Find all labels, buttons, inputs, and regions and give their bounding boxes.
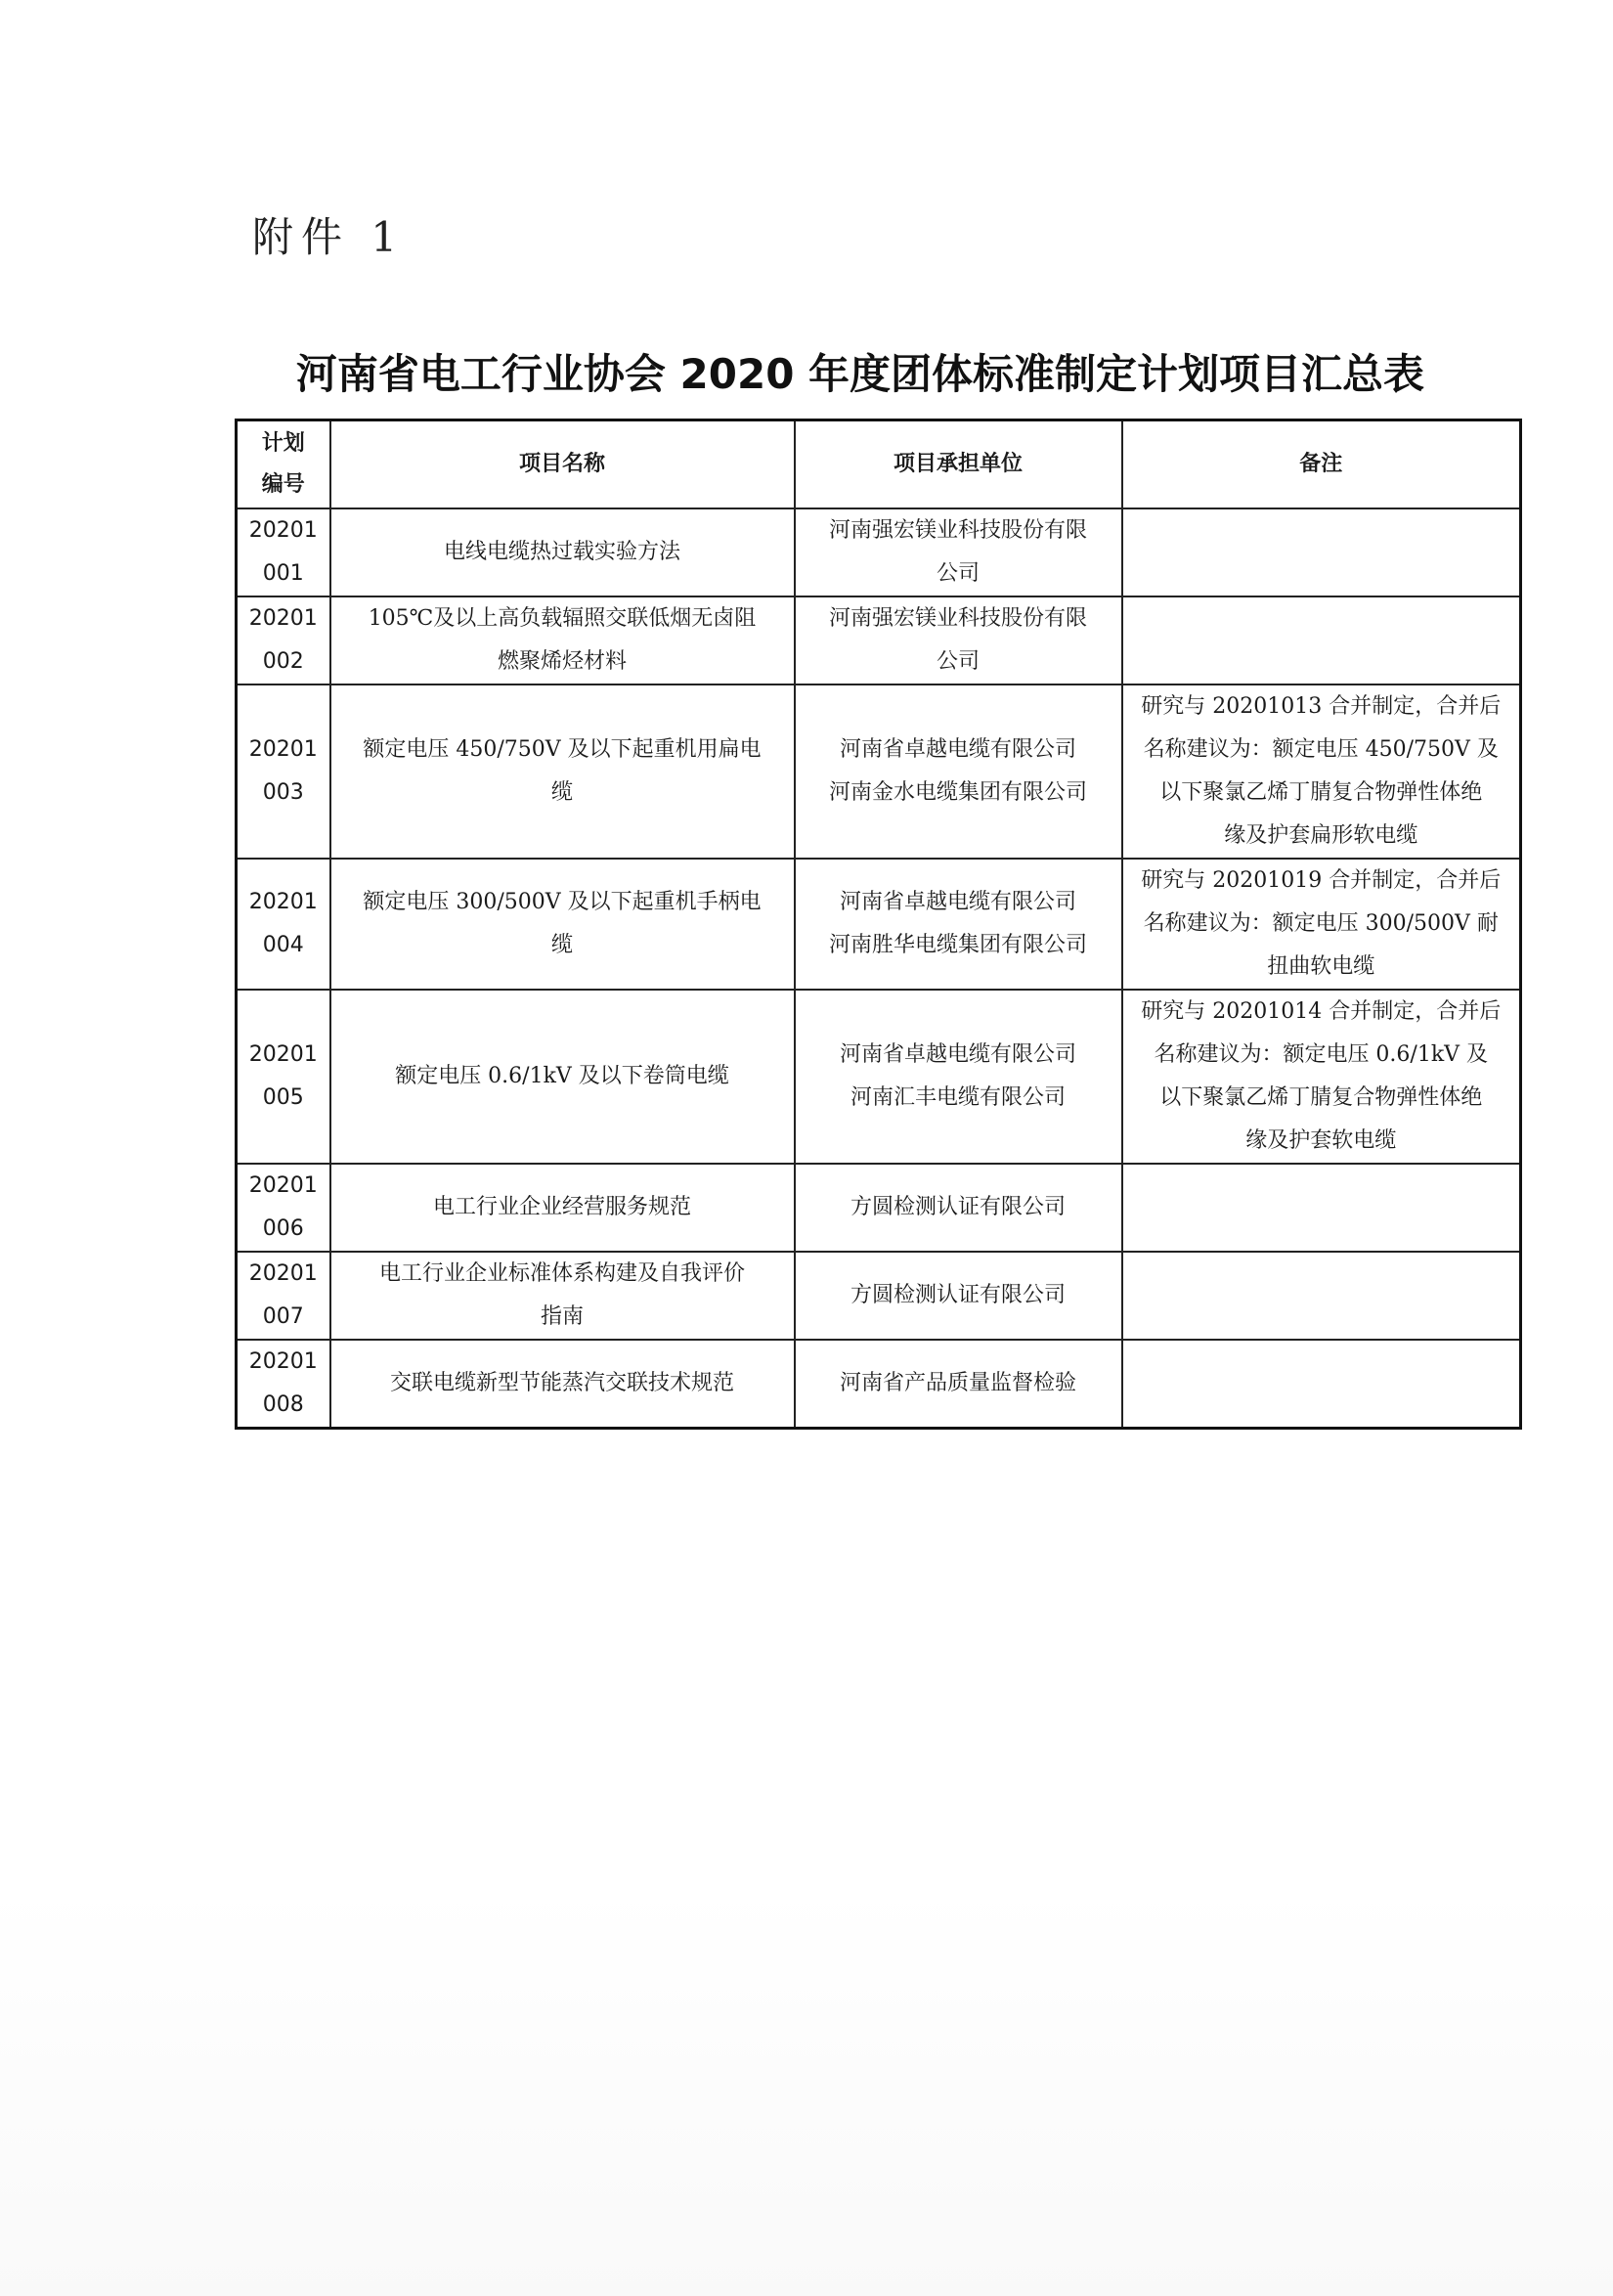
remark-cell bbox=[1122, 684, 1521, 859]
cell-text-line: 河南省卓越电缆有限公司 bbox=[839, 736, 1076, 762]
scan-shade bbox=[0, 1885, 1613, 2296]
cell-text-line: 燃聚烯烃材料 bbox=[497, 648, 627, 674]
remark-cell bbox=[1122, 1252, 1521, 1340]
cell-text-line: 公司 bbox=[936, 560, 980, 586]
cell-text-line: 电线电缆热过载实验方法 bbox=[443, 539, 680, 564]
cell-text-line: 方圆检测认证有限公司 bbox=[850, 1282, 1066, 1307]
header-remark: 备注 bbox=[1122, 420, 1521, 508]
cell-text-line: 008 bbox=[262, 1391, 304, 1417]
standards-plan-table bbox=[235, 419, 1522, 1430]
cell-text-line: 河南汇丰电缆有限公司 bbox=[850, 1084, 1066, 1110]
cell-text-line: 额定电压 300/500V 及以下起重机手柄电 bbox=[363, 889, 762, 914]
responsible-unit-cell bbox=[795, 1340, 1122, 1429]
attachment-label: 附件 1 bbox=[252, 213, 406, 261]
remark-cell bbox=[1122, 508, 1521, 596]
cell-text-line: 缆 bbox=[550, 779, 573, 805]
project-name-cell bbox=[330, 990, 795, 1164]
cell-text-line: 电工行业企业经营服务规范 bbox=[432, 1194, 691, 1219]
document-title: 河南省电工行业协会 2020 年度团体标准制定计划项目汇总表 bbox=[295, 350, 1425, 398]
cell-text-line: 河南省产品质量监督检验 bbox=[839, 1370, 1076, 1395]
cell-text-line: 20201 bbox=[248, 736, 318, 762]
remark-cell bbox=[1122, 859, 1521, 990]
cell-text-line: 名称建议为：额定电压 0.6/1kV 及 bbox=[1154, 1041, 1489, 1067]
table-row bbox=[237, 508, 1521, 596]
plan-id-cell bbox=[237, 1340, 330, 1429]
cell-text-line: 研究与 20201014 合并制定，合并后 bbox=[1141, 998, 1502, 1024]
cell-text-line: 河南强宏镁业科技股份有限 bbox=[828, 517, 1087, 543]
cell-text-line: 以下聚氯乙烯丁腈复合物弹性体绝 bbox=[1159, 1084, 1483, 1110]
cell-text-line: 名称建议为：额定电压 300/500V 耐 bbox=[1143, 910, 1499, 936]
cell-text-line: 研究与 20201013 合并制定，合并后 bbox=[1141, 693, 1502, 719]
cell-text-line: 指南 bbox=[540, 1303, 584, 1329]
project-name-cell bbox=[330, 508, 795, 596]
cell-text-line: 007 bbox=[262, 1303, 304, 1329]
cell-text-line: 公司 bbox=[936, 648, 980, 674]
project-name-cell bbox=[330, 1340, 795, 1429]
header-responsible-unit: 项目承担单位 bbox=[795, 420, 1122, 508]
plan-id-cell bbox=[237, 859, 330, 990]
header-plan-id bbox=[237, 420, 330, 508]
remark-cell bbox=[1122, 1164, 1521, 1252]
responsible-unit-cell bbox=[795, 684, 1122, 859]
cell-text-line: 额定电压 450/750V 及以下起重机用扁电 bbox=[363, 736, 762, 762]
cell-text-line: 002 bbox=[262, 648, 304, 674]
responsible-unit-cell bbox=[795, 859, 1122, 990]
cell-text-line: 河南金水电缆集团有限公司 bbox=[828, 779, 1087, 805]
cell-text-line: 河南省卓越电缆有限公司 bbox=[839, 1041, 1076, 1067]
table-row bbox=[237, 990, 1521, 1164]
table-body bbox=[237, 508, 1521, 1429]
plan-table-container bbox=[235, 419, 1519, 1430]
cell-text-line: 20201 bbox=[248, 1172, 318, 1198]
plan-id-cell bbox=[237, 596, 330, 684]
table-header-row bbox=[237, 420, 1521, 508]
cell-text-line: 20201 bbox=[248, 517, 318, 543]
cell-text-line: 缘及护套软电缆 bbox=[1245, 1127, 1397, 1153]
cell-text-line: 005 bbox=[262, 1084, 304, 1110]
plan-id-cell bbox=[237, 508, 330, 596]
cell-text-line: 004 bbox=[262, 932, 304, 957]
header-project-name: 项目名称 bbox=[330, 420, 795, 508]
cell-text-line: 名称建议为：额定电压 450/750V 及 bbox=[1143, 736, 1499, 762]
cell-text-line: 20201 bbox=[248, 1041, 318, 1067]
remark-cell bbox=[1122, 596, 1521, 684]
cell-text-line: 缘及护套扁形软电缆 bbox=[1224, 822, 1418, 848]
cell-text-line: 研究与 20201019 合并制定，合并后 bbox=[1141, 867, 1502, 893]
plan-id-cell bbox=[237, 1252, 330, 1340]
cell-text-line: 交联电缆新型节能蒸汽交联技术规范 bbox=[389, 1370, 734, 1395]
table-row bbox=[237, 684, 1521, 859]
cell-text-line: 105℃及以上高负载辐照交联低烟无卤阻 bbox=[368, 605, 757, 631]
cell-text-line: 003 bbox=[262, 779, 304, 805]
cell-text-line: 河南胜华电缆集团有限公司 bbox=[828, 932, 1087, 957]
responsible-unit-cell bbox=[795, 990, 1122, 1164]
cell-text-line: 河南省卓越电缆有限公司 bbox=[839, 889, 1076, 914]
responsible-unit-cell bbox=[795, 1252, 1122, 1340]
project-name-cell bbox=[330, 859, 795, 990]
cell-text-line: 河南强宏镁业科技股份有限 bbox=[828, 605, 1087, 631]
remark-cell bbox=[1122, 990, 1521, 1164]
responsible-unit-cell bbox=[795, 508, 1122, 596]
cell-text-line: 扭曲软电缆 bbox=[1267, 953, 1375, 979]
cell-text-line: 20201 bbox=[248, 1260, 318, 1286]
cell-text-line: 编号 bbox=[261, 471, 305, 497]
table-row bbox=[237, 596, 1521, 684]
cell-text-line: 额定电压 0.6/1kV 及以下卷筒电缆 bbox=[395, 1063, 729, 1088]
table-row bbox=[237, 1164, 1521, 1252]
responsible-unit-cell bbox=[795, 1164, 1122, 1252]
cell-text-line: 电工行业企业标准体系构建及自我评价 bbox=[378, 1260, 745, 1286]
plan-id-cell bbox=[237, 684, 330, 859]
cell-text-line: 缆 bbox=[550, 932, 573, 957]
cell-text-line: 计划 bbox=[261, 430, 305, 456]
table-row bbox=[237, 1340, 1521, 1429]
project-name-cell bbox=[330, 1252, 795, 1340]
cell-text-line: 001 bbox=[262, 560, 304, 586]
plan-id-cell bbox=[237, 990, 330, 1164]
remark-cell bbox=[1122, 1340, 1521, 1429]
project-name-cell bbox=[330, 684, 795, 859]
responsible-unit-cell bbox=[795, 596, 1122, 684]
cell-text-line: 006 bbox=[262, 1215, 304, 1241]
table-row bbox=[237, 1252, 1521, 1340]
cell-text-line: 20201 bbox=[248, 1348, 318, 1374]
cell-text-line: 20201 bbox=[248, 605, 318, 631]
cell-text-line: 方圆检测认证有限公司 bbox=[850, 1194, 1066, 1219]
plan-id-cell bbox=[237, 1164, 330, 1252]
table-row bbox=[237, 859, 1521, 990]
project-name-cell bbox=[330, 596, 795, 684]
project-name-cell bbox=[330, 1164, 795, 1252]
cell-text-line: 以下聚氯乙烯丁腈复合物弹性体绝 bbox=[1159, 779, 1483, 805]
cell-text-line: 20201 bbox=[248, 889, 318, 914]
